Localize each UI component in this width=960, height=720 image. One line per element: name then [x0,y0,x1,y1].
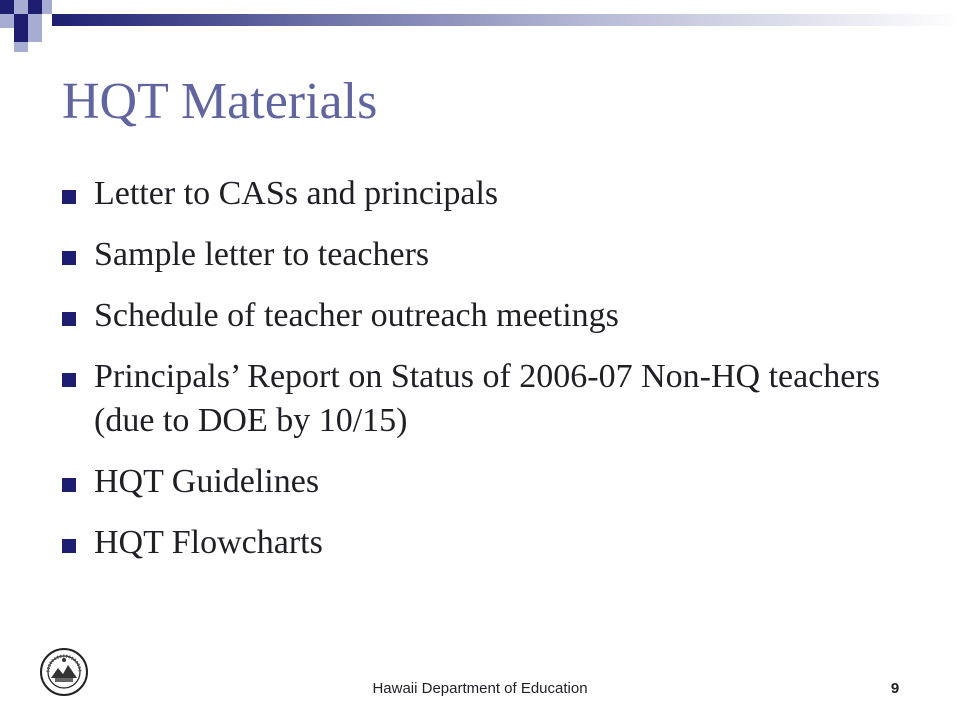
square-bullet-icon [62,312,76,326]
bullet-text: Letter to CASs and principals [94,175,499,212]
list-item [62,172,892,216]
decor-square [14,42,28,52]
slide-title: HQT Materials [62,73,378,130]
state-seal-icon [40,648,88,696]
square-bullet-icon [62,539,76,553]
decor-square [0,14,14,28]
bullet-text: Schedule of teacher outreach meetings [94,297,619,334]
decor-square [14,14,28,28]
bullet-list [62,172,906,565]
list-item [62,521,892,565]
bullet-text: HQT Guidelines [94,463,320,500]
bullet-text: Sample letter to teachers [94,236,430,273]
square-bullet-icon [62,478,76,492]
list-item [62,355,906,443]
decor-square [0,0,14,14]
bullet-text: Principals’ Report on Status of 2006-07 Non-HQ teachers (due to DOE by 10/15) [94,358,906,439]
decor-square [28,28,42,42]
square-bullet-icon [62,251,76,265]
decor-square [28,14,42,28]
footer-organization: Hawaii Department of Education [372,680,588,697]
list-item [62,460,892,504]
page-number: 9 [890,680,900,697]
bullet-text: HQT Flowcharts [94,524,323,561]
list-item [62,294,892,338]
list-item [62,233,892,277]
decor-square [14,0,28,14]
decor-square [42,0,52,14]
decor-square [14,28,28,42]
header-gradient-bar [52,14,960,26]
square-bullet-icon [62,190,76,204]
square-bullet-icon [62,373,76,387]
decor-square [28,0,42,14]
